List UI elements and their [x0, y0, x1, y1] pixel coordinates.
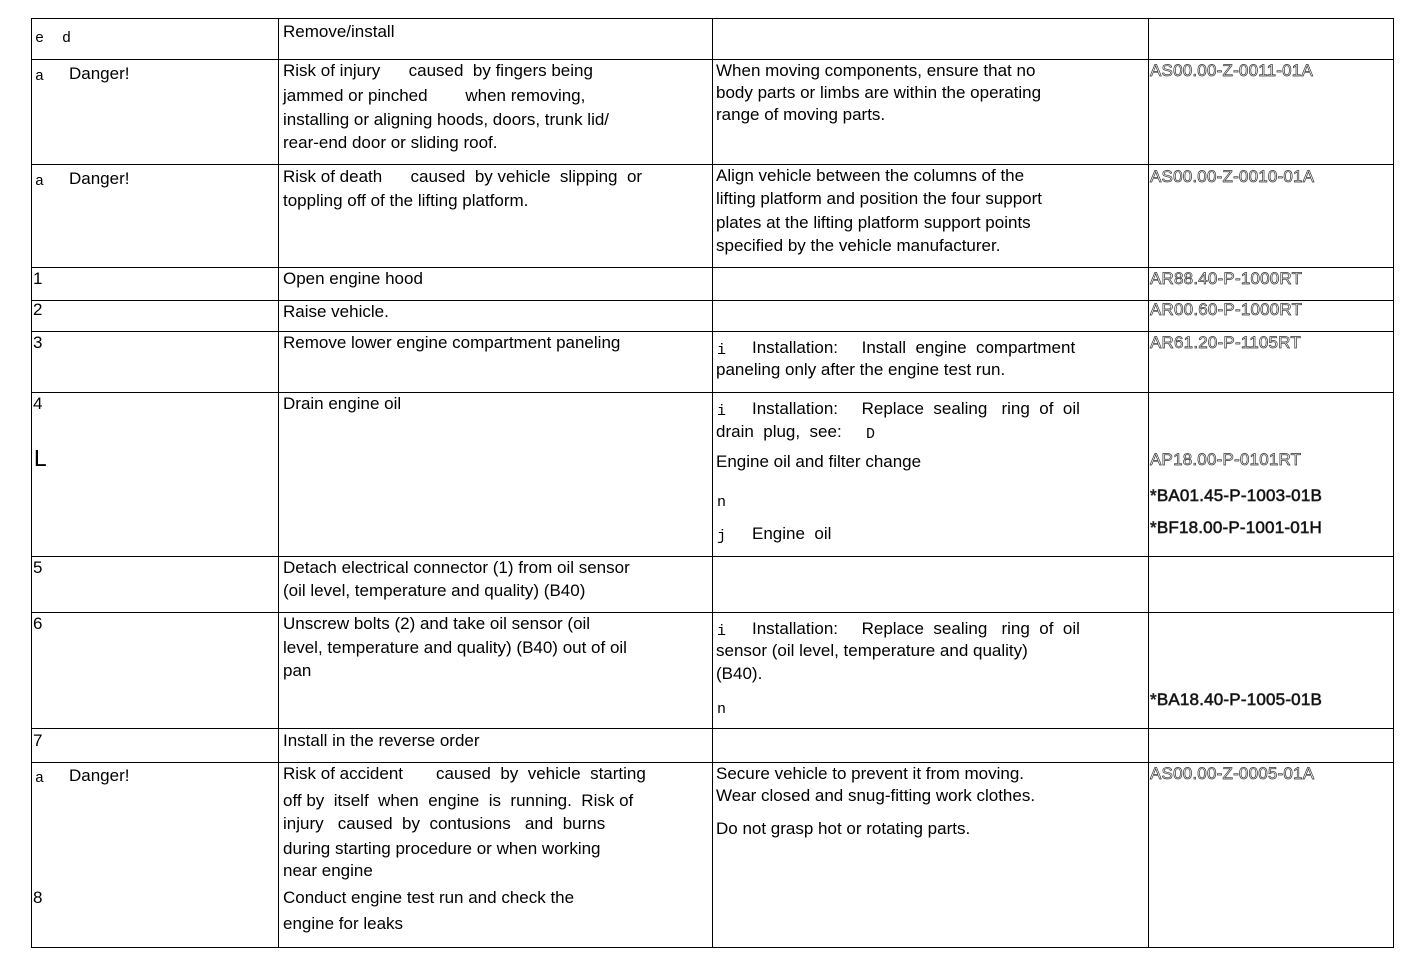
- note-text-line: Installation: Replace sealing ring of oil: [752, 399, 1080, 418]
- step-number: 6: [33, 614, 43, 633]
- step-number: 3: [33, 333, 43, 352]
- document-icon: D: [866, 426, 876, 443]
- header-symbols: e d: [35, 30, 72, 47]
- step-text: Remove lower engine compartment paneling: [283, 333, 621, 352]
- row-divider: [32, 612, 1393, 613]
- step-text-line: Detach electrical connector (1) from oil sensor: [283, 558, 630, 577]
- step-text-line: Conduct engine test run and check the: [283, 888, 575, 907]
- measure-text-line: range of moving parts.: [716, 105, 886, 124]
- step-text: Raise vehicle.: [283, 302, 389, 321]
- reference-link[interactable]: *BA18.40-P-1005-01B: [1150, 690, 1323, 709]
- note-text-line: Installation: Install engine compartment: [752, 338, 1076, 357]
- column-divider: [712, 19, 713, 947]
- reference-link[interactable]: *BA01.45-P-1003-01B: [1150, 486, 1323, 505]
- reference-link[interactable]: AR61.20-P-1105RT: [1150, 333, 1301, 352]
- row-divider: [32, 392, 1393, 393]
- risk-text-line: jammed or pinched when removing,: [283, 86, 586, 105]
- reference-link[interactable]: AS00.00-Z-0005-01A: [1150, 764, 1315, 783]
- note-text-line: Installation: Replace sealing ring of oil: [752, 619, 1080, 638]
- danger-icon: a: [35, 770, 45, 787]
- measure-text-line: plates at the lifting platform support points: [716, 213, 1031, 232]
- risk-text-line: toppling off of the lifting platform.: [283, 191, 529, 210]
- column-divider: [1148, 19, 1149, 947]
- notes-icon: n: [717, 494, 727, 511]
- step-text-line: (oil level, temperature and quality) (B40): [283, 581, 586, 600]
- step-text-line: level, temperature and quality) (B40) out of oil: [283, 638, 627, 657]
- risk-text-line: near engine: [283, 861, 373, 880]
- risk-text-line: during starting procedure or when working: [283, 839, 601, 858]
- step-number: 4: [33, 394, 43, 413]
- step-number: 2: [33, 300, 43, 319]
- step-text-line: engine for leaks: [283, 914, 404, 933]
- reference-link[interactable]: *BF18.00-P-1001-01H: [1150, 518, 1323, 537]
- tool-icon: L: [33, 447, 48, 474]
- row-divider: [32, 164, 1393, 165]
- risk-text-line: injury caused by contusions and burns: [283, 814, 606, 833]
- step-text: Open engine hood: [283, 269, 423, 288]
- step-text: Install in the reverse order: [283, 731, 480, 750]
- info-icon: i: [717, 623, 727, 640]
- danger-icon: a: [35, 173, 45, 190]
- risk-text-line: Risk of injury caused by fingers being: [283, 61, 593, 80]
- risk-text-line: rear-end door or sliding roof.: [283, 133, 498, 152]
- measure-text-line: Align vehicle between the columns of the: [716, 166, 1025, 185]
- spec-text: Engine oil: [752, 524, 832, 543]
- info-icon: i: [717, 403, 727, 420]
- reference-link[interactable]: AR88.40-P-1000RT: [1150, 269, 1303, 288]
- measure-text-line: lifting platform and position the four support: [716, 189, 1043, 208]
- column-divider: [278, 19, 279, 947]
- header-title: Remove/install: [283, 22, 395, 41]
- step-text: Drain engine oil: [283, 394, 402, 413]
- danger-icon: a: [35, 68, 45, 85]
- step-number: 8: [33, 888, 43, 907]
- note-text-line: drain plug, see:: [716, 422, 842, 441]
- step-number: 5: [33, 558, 43, 577]
- measure-text-line: Secure vehicle to prevent it from moving.: [716, 764, 1025, 783]
- procedure-table: [31, 18, 1394, 948]
- notes-icon: n: [717, 701, 727, 718]
- risk-text-line: installing or aligning hoods, doors, trunk lid/: [283, 110, 610, 129]
- sub-step-text: Engine oil and filter change: [716, 452, 922, 471]
- spec-icon: j: [717, 528, 727, 545]
- note-text-line: sensor (oil level, temperature and quality): [716, 641, 1028, 660]
- note-text-line: (B40).: [716, 664, 763, 683]
- note-text-line: paneling only after the engine test run.: [716, 360, 1006, 379]
- measure-text-line: Do not grasp hot or rotating parts.: [716, 819, 971, 838]
- info-icon: i: [717, 342, 727, 359]
- danger-label: Danger!: [69, 64, 130, 83]
- risk-text-line: Risk of accident caused by vehicle starting: [283, 764, 646, 783]
- risk-text-line: off by itself when engine is running. Risk of: [283, 791, 634, 810]
- row-divider: [32, 556, 1393, 557]
- step-text-line: Unscrew bolts (2) and take oil sensor (oil: [283, 614, 591, 633]
- reference-link[interactable]: AP18.00-P-0101RT: [1150, 450, 1302, 469]
- danger-label: Danger!: [69, 766, 130, 785]
- measure-text-line: When moving components, ensure that no: [716, 61, 1036, 80]
- danger-label: Danger!: [69, 169, 130, 188]
- reference-link[interactable]: AS00.00-Z-0010-01A: [1150, 167, 1315, 186]
- measure-text-line: specified by the vehicle manufacturer.: [716, 236, 1001, 255]
- measure-text-line: Wear closed and snug-fitting work clothes.: [716, 786, 1036, 805]
- row-divider: [32, 728, 1393, 729]
- step-number: 1: [33, 269, 43, 288]
- reference-link[interactable]: AS00.00-Z-0011-01A: [1150, 61, 1313, 80]
- step-text-line: pan: [283, 661, 312, 680]
- reference-link[interactable]: AR00.60-P-1000RT: [1150, 300, 1303, 319]
- risk-text-line: Risk of death caused by vehicle slipping or: [283, 167, 643, 186]
- step-number: 7: [33, 731, 43, 750]
- measure-text-line: body parts or limbs are within the operating: [716, 83, 1042, 102]
